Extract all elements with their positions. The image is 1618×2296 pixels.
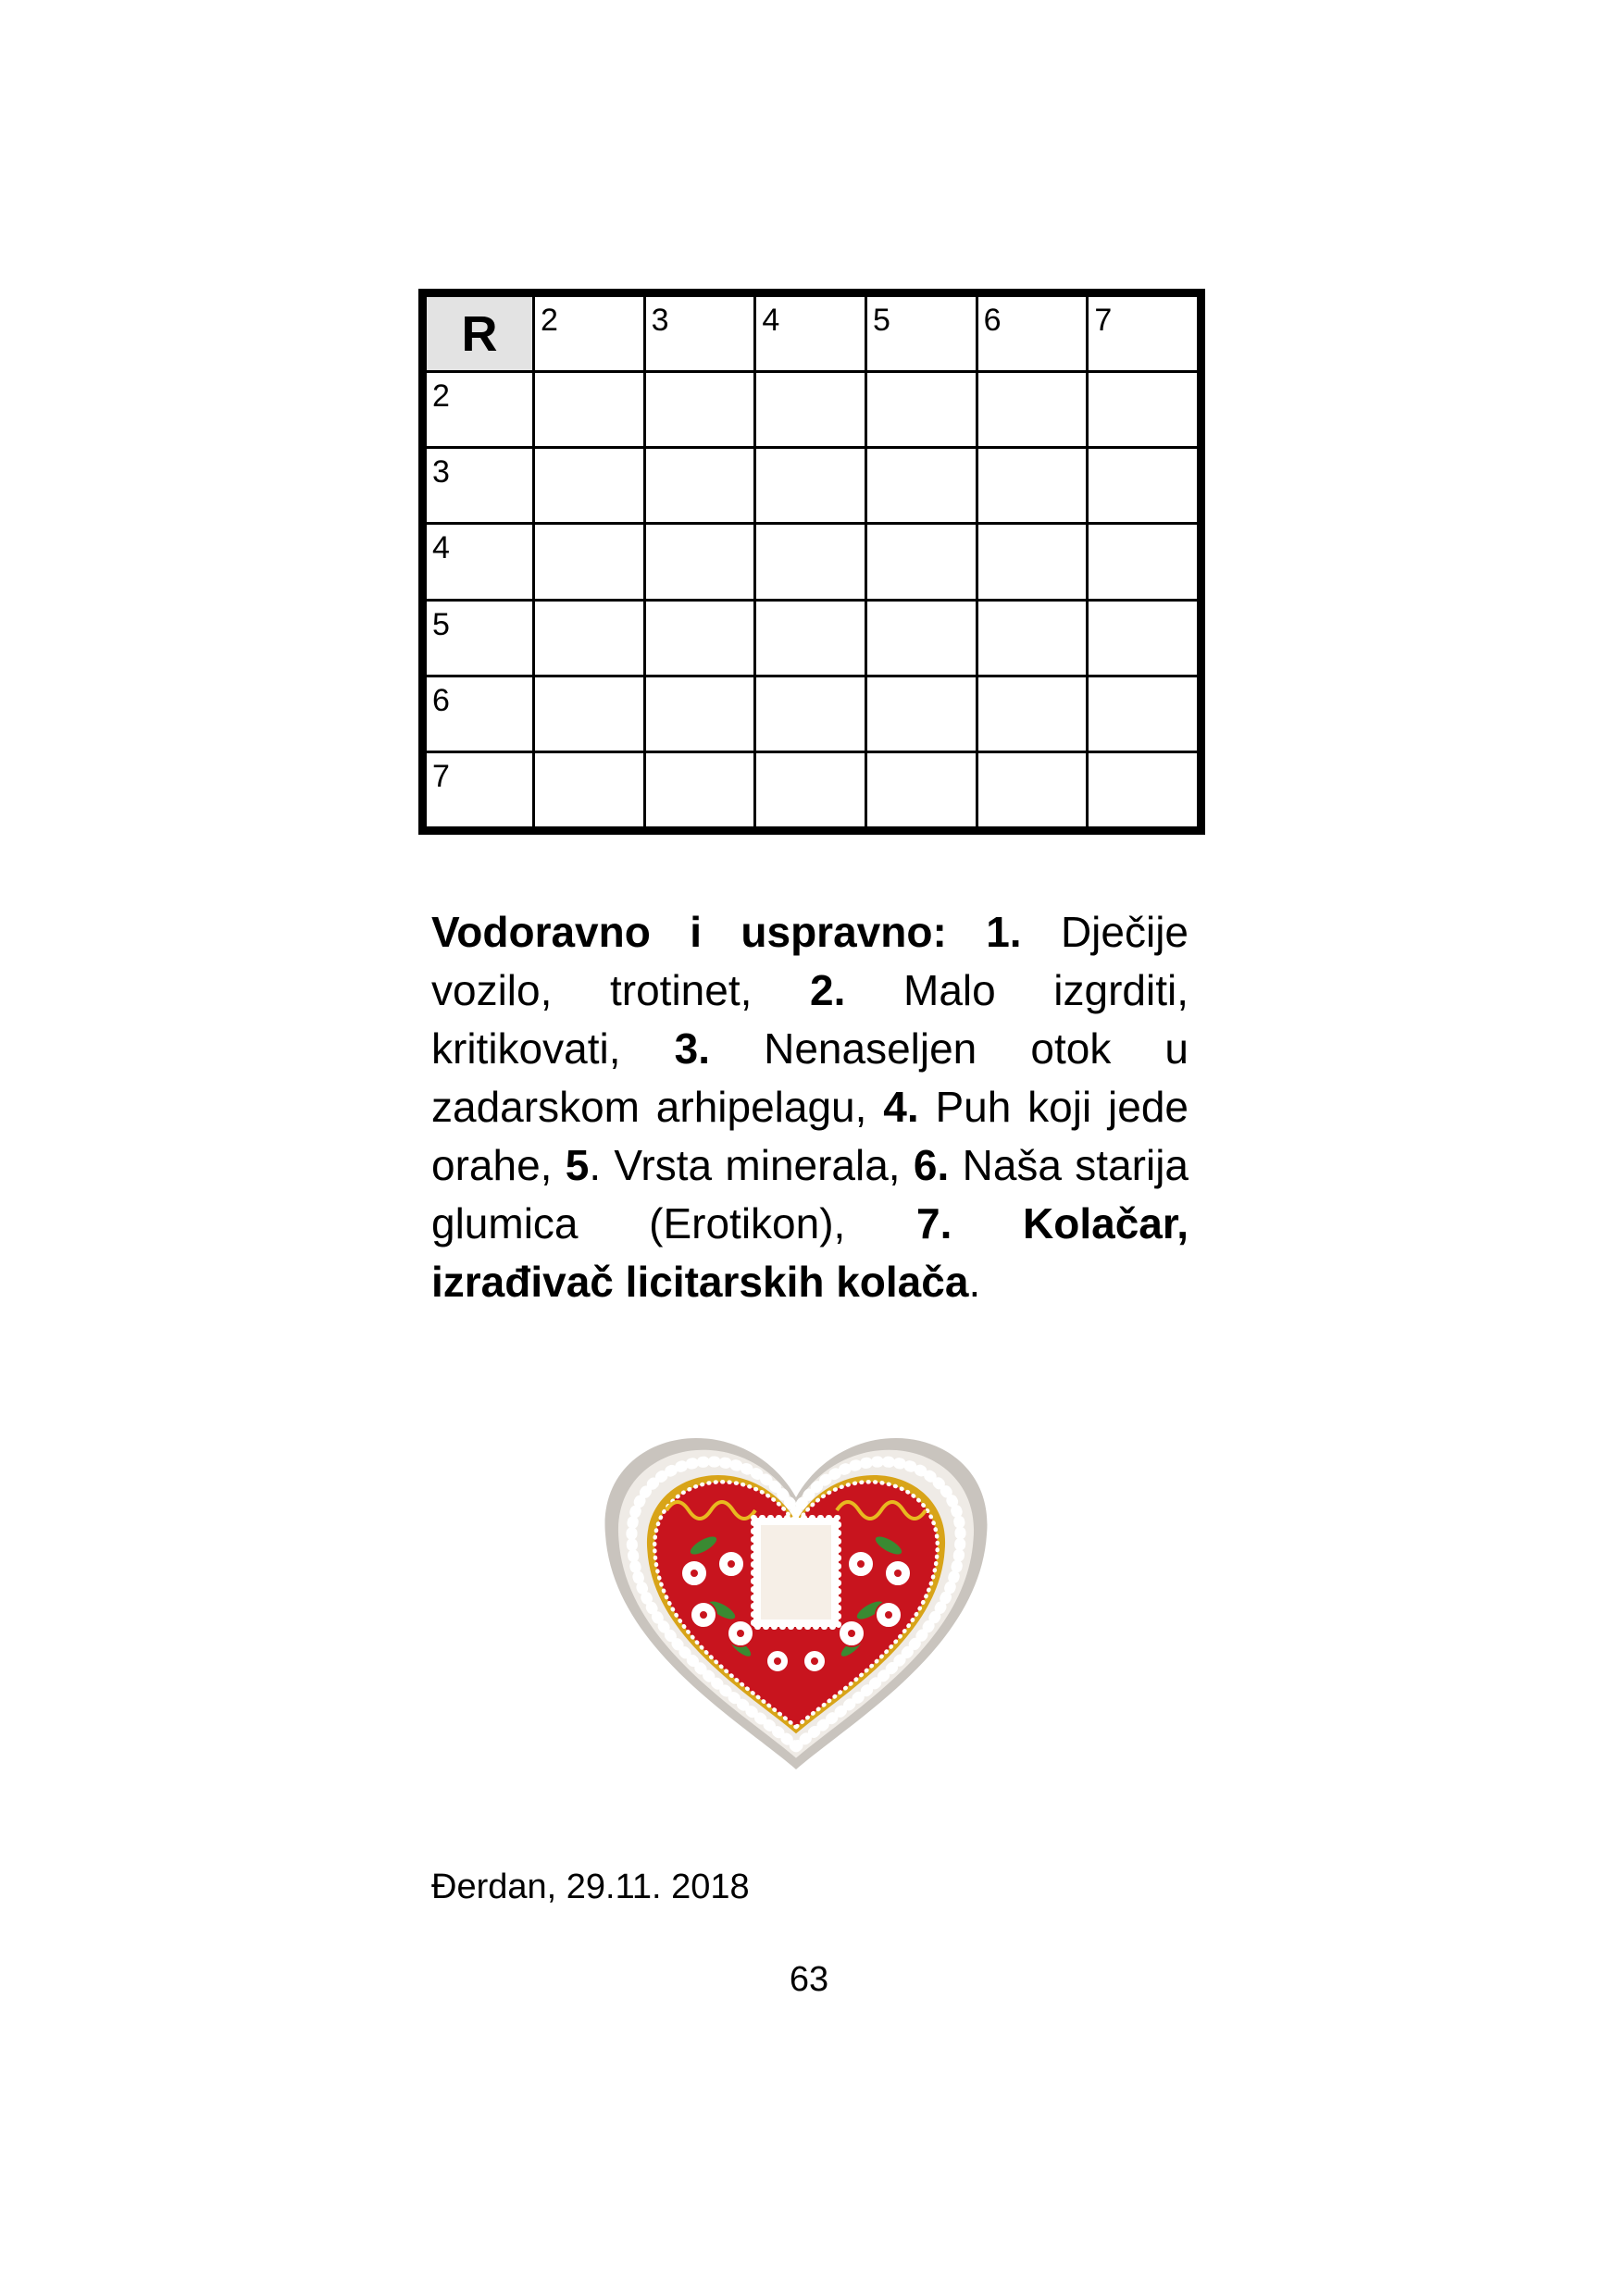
grid-cell[interactable] [756,602,865,675]
row-number-cell [427,525,532,598]
grid-cell[interactable] [756,449,865,522]
crossword-grid [418,289,1205,835]
clue-text: . Vrsta minerala, [589,1141,914,1189]
grid-cell[interactable] [1089,525,1197,598]
clue-number: 4. [883,1083,919,1131]
column-number: 2 [541,303,558,338]
column-number-cell [867,297,976,370]
grid-cell[interactable] [978,677,1087,751]
corner-cell [427,297,532,370]
licitar-heart-icon [592,1425,1000,1777]
clue-text: Dječije vozilo, trotinet, [431,908,1189,1014]
column-number-cell [978,297,1087,370]
grid-cell[interactable] [978,602,1087,675]
grid-cell[interactable] [646,602,754,675]
clue-text: Nenaseljen otok u zadarskom arhipelagu, [431,1024,1189,1131]
row-number: 3 [432,454,450,490]
column-number-cell [646,297,754,370]
grid-cell[interactable] [535,602,643,675]
column-number: 5 [872,303,890,338]
grid-cell[interactable] [646,449,754,522]
row-number-cell [427,373,532,446]
clue-text: Malo izgrditi, kritikovati, [431,966,1189,1073]
clue-number: 1. [986,908,1022,956]
grid-cell[interactable] [756,525,865,598]
corner-letter: R [461,305,498,362]
grid-cell[interactable] [756,753,865,826]
grid-cell[interactable] [1089,602,1197,675]
column-number-cell [756,297,865,370]
grid-cell[interactable] [867,602,976,675]
column-number: 3 [651,303,669,338]
clue-text: Naša starija glumica (Erotikon), [431,1141,1189,1247]
row-number: 2 [432,379,450,415]
page-number: 63 [789,1960,829,1999]
grid-cell[interactable] [978,525,1087,598]
grid-cell[interactable] [1089,373,1197,446]
grid-cell[interactable] [646,753,754,826]
clue-number: 5 [565,1141,590,1189]
grid-cell[interactable] [867,373,976,446]
row-number: 5 [432,606,450,642]
grid-cell[interactable] [646,373,754,446]
grid-cell[interactable] [867,449,976,522]
clue-final-end: . [968,1258,981,1306]
grid-cell[interactable] [867,525,976,598]
grid-cell[interactable] [535,525,643,598]
clues-paragraph [431,903,1189,1311]
grid-cell[interactable] [867,753,976,826]
column-number: 6 [983,303,1002,338]
clue-final-bold: Kolačar, izrađivač licitarskih kolača [431,1199,1189,1306]
grid-cell[interactable] [756,373,865,446]
grid-cell[interactable] [535,753,643,826]
row-number: 7 [432,758,450,794]
clue-number: 7. [915,1199,952,1247]
clue-number: 2. [810,966,846,1014]
column-number: 4 [762,303,780,338]
grid-cell[interactable] [867,677,976,751]
row-number: 6 [432,682,450,718]
row-number-cell [427,677,532,751]
grid-cell[interactable] [535,449,643,522]
grid-cell[interactable] [646,677,754,751]
row-number-cell [427,449,532,522]
grid-cell[interactable] [756,677,865,751]
grid-cell[interactable] [1089,449,1197,522]
column-number-cell [1089,297,1197,370]
row-number-cell [427,753,532,826]
row-number: 4 [432,530,450,566]
footer-signature: Đerdan, 29.11. 2018 [431,1868,750,1906]
clue-text: Puh koji jede orahe, [431,1083,1189,1189]
grid-cell[interactable] [978,373,1087,446]
grid-cell[interactable] [535,677,643,751]
grid-cell[interactable] [1089,753,1197,826]
column-number: 7 [1094,303,1113,338]
clue-number: 3. [674,1024,710,1073]
grid-cell[interactable] [978,449,1087,522]
clue-number: 6. [913,1141,950,1189]
grid-cell[interactable] [646,525,754,598]
clues-heading: Vodoravno i uspravno: [431,908,947,956]
column-number-cell [535,297,643,370]
grid-cell[interactable] [535,373,643,446]
row-number-cell [427,602,532,675]
grid-cell[interactable] [978,753,1087,826]
grid-cell[interactable] [1089,677,1197,751]
